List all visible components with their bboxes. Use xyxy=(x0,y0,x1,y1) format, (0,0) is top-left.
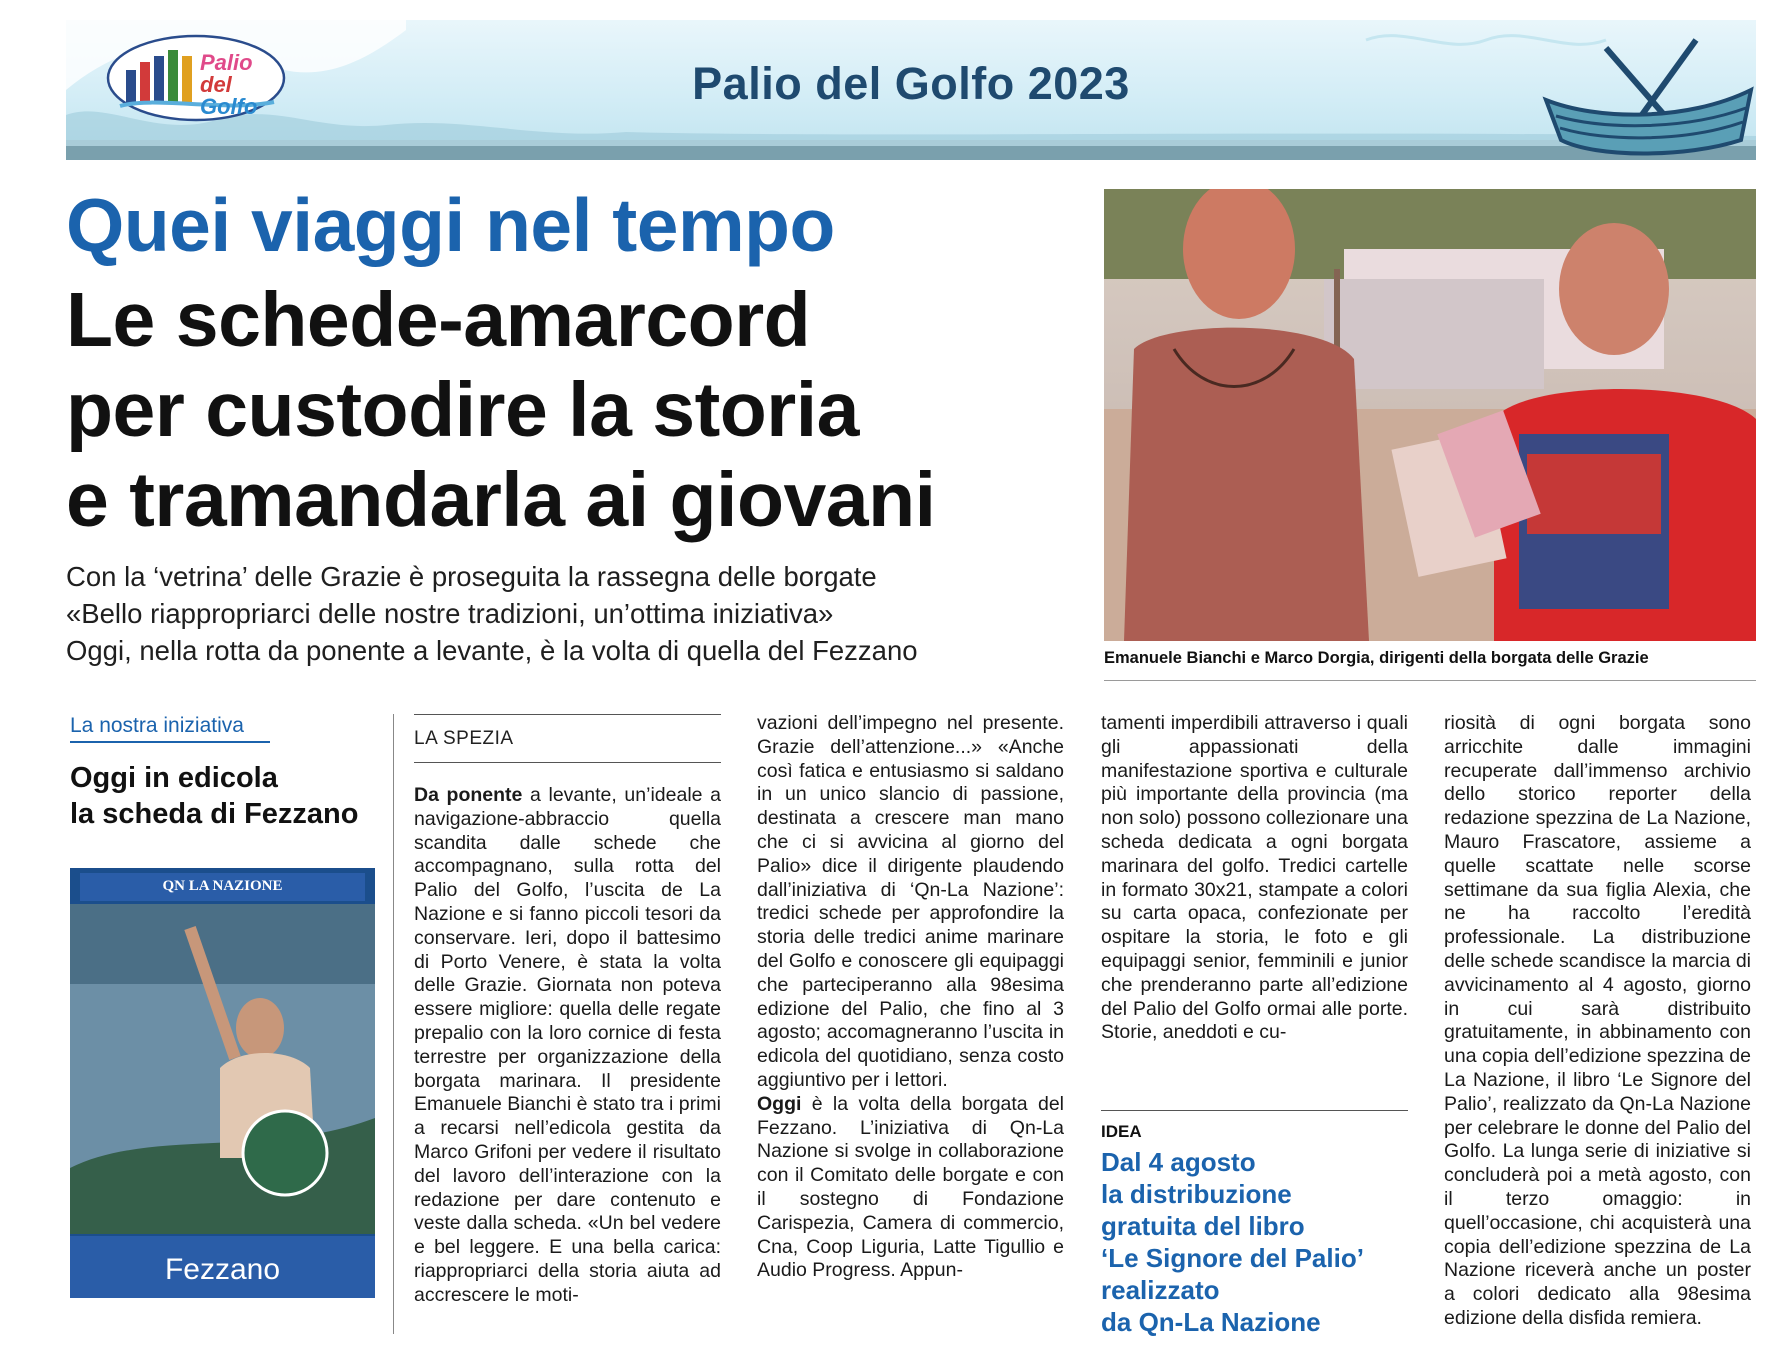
article-column-2 xyxy=(757,712,1064,1283)
headline-line: per custodire la storia xyxy=(66,367,859,453)
idea-line: Dal 4 agosto xyxy=(1101,1147,1256,1177)
article-subheads xyxy=(66,558,966,669)
dateline-rule-top xyxy=(414,714,721,715)
idea-line: ‘Le Signore del Palio’ xyxy=(1101,1243,1364,1273)
card-header: QN LA NAZIONE xyxy=(162,878,283,894)
subhead-line: «Bello riappropriarci delle nostre tradizioni, un’ottima iniziativa» xyxy=(66,598,834,629)
sidebar-kicker: La nostra iniziativa xyxy=(70,714,244,737)
headline-line: Le schede-amarcord xyxy=(66,277,811,363)
idea-line: la distribuzione xyxy=(1101,1179,1292,1209)
subhead-line: Oggi, nella rotta da ponente a levante, è la volta di quella del Fezzano xyxy=(66,635,918,666)
idea-rule xyxy=(1101,1110,1408,1111)
sidebar-kicker-underline xyxy=(70,741,270,743)
lead-in: Da ponente xyxy=(414,784,523,806)
article-headline xyxy=(66,275,966,545)
banner-title: Palio del Golfo 2023 xyxy=(692,58,1130,109)
sidebar-title-line: la scheda di Fezzano xyxy=(70,798,359,830)
fezzano-card-image xyxy=(70,868,375,1328)
article-column-3 xyxy=(1101,712,1408,1045)
photo-two-men-with-brochures xyxy=(1104,189,1756,641)
card-name: Fezzano xyxy=(164,1253,281,1286)
column-text: a levante, un’ideale a navigazione-abbraccio quella scandita dalle schede che accompagnano, sulla rotta del Palio del Golfo, l’uscita de La Nazione e si fanno piccoli tesori da conservare. Ieri, dopo il battesimo di Porto Venere, è stata la volta delle Grazie. Giornata non poteva essere migliore: quella delle regate prepalio con la loro cornice di festa terrestre per organizzazione della borgata marinara. Il presidente Emanuele Bianchi è stato tra i primi a recarsi nell’edicola gestita da Marco Grifoni per vedere il risultato del lavoro dell’interazione con la redazione per dare contenuto e veste dalla scheda. «Un bel vedere e bel leggere. E una bella carica: riappropriarci della storia aiuta ad accrescere le moti- xyxy=(414,784,721,1306)
column-separator xyxy=(393,714,394,1334)
column-text: riosità di ogni borgata sono arricchite dalle immagini recuperate dall’immenso archivio dello storico reporter della redazione spezzina de La Nazione, Mauro Frascatore, assieme a quelle scattate nelle scorse settimane da sua figlia Alexia, che ne ha raccolto l’eredità professionale. La distribuzione delle schede scandisce la marcia di avvicinamento al 4 agosto, giorno in cui sarà distribuito gratuitamente, in abbinamento con una copia dell’edizione spezzina de La Nazione, il libro ‘Le Signore del Palio’, realizzato da Qn-La Nazione per celebrare le donne del Palio del Golfo. La lunga serie di iniziative si concluderà poi a metà agosto, con il terzo omaggio: in quell’occasione, chi acquisterà una copia dell’edizione spezzina de La Nazione riceverà anche un poster a colori dedicato alla 98esima edizione della disfida remiera. xyxy=(1444,712,1751,1329)
rowing-boat-icon xyxy=(1536,30,1756,160)
lead-in: Oggi xyxy=(757,1092,802,1115)
idea-line: realizzato xyxy=(1101,1275,1220,1305)
section-banner xyxy=(66,20,1756,160)
subhead-line: Con la ‘vetrina’ delle Grazie è proseguita la rassegna delle borgate xyxy=(66,561,877,592)
logo-word-golfo: Golfo xyxy=(200,94,258,119)
caption-divider xyxy=(1104,680,1756,681)
dateline: LA SPEZIA xyxy=(414,728,514,749)
article-column-1 xyxy=(414,784,721,1308)
dateline-rule-bottom xyxy=(414,762,721,763)
column-text: vazioni dell’impegno nel presente. Grazie dell’attenzione...» «Anche così fatica e entusiasmo si saldano in un unico slancio di passione, destinata a crescere man mano che ci si avvicina al giorno del Palio» dice il dirigente plaudendo dall’iniziativa di ‘Qn-La Nazione’: tredici schede per approfondire la storia delle tredici anime marinare del Golfo e conoscere gli equipaggi che parteciperanno alla 98esima edizione del Palio, che fino al 3 agosto; accomagneranno l’uscita in edicola del quotidiano, senza costo aggiuntivo per i lettori. xyxy=(757,712,1064,1091)
headline-line: e tramandarla ai giovani xyxy=(66,457,936,543)
column-text: è la volta della borgata del Fezzano. L’iniziativa di Qn-La Nazione si svolge in collaborazione con il Comitato delle borgate e con il sostegno di Fondazione Carispezia, Camera di commercio, Cna, Coop Liguria, Latte Tigullio e Audio Progress. Appun- xyxy=(757,1092,1064,1282)
idea-line: da Qn-La Nazione xyxy=(1101,1307,1321,1337)
logo-word-del: del xyxy=(200,72,232,97)
idea-line: gratuita del libro xyxy=(1101,1211,1305,1241)
article-photo xyxy=(1104,189,1756,641)
column-text: tamenti imperdibili attraverso i quali gli appassionati della manifestazione sportiva e culturale più importante della provincia (ma non solo) possono collezionare una scheda dedicata a ogni borgata marinara del golfo. Tredici cartelle in formato 30x21, stampate a colori su carta opaca, confezionate per ospitare la storia, le foto e gli equipaggi senior, femminili e junior che prenderanno parte all’edizione del Palio del Golfo ormai alle porte. Storie, aneddoti e cu- xyxy=(1101,712,1408,1044)
logo-word-palio: Palio xyxy=(200,50,253,75)
article-column-4 xyxy=(1444,712,1751,1331)
photo-caption: Emanuele Bianchi e Marco Dorgia, dirigenti della borgata delle Grazie xyxy=(1104,649,1649,667)
sidebar-title xyxy=(70,760,370,832)
idea-text xyxy=(1101,1146,1421,1338)
sidebar-title-line: Oggi in edicola xyxy=(70,762,278,794)
idea-label: IDEA xyxy=(1101,1122,1142,1141)
article-kicker: Quei viaggi nel tempo xyxy=(66,183,835,267)
banner-stripe xyxy=(66,146,1756,160)
